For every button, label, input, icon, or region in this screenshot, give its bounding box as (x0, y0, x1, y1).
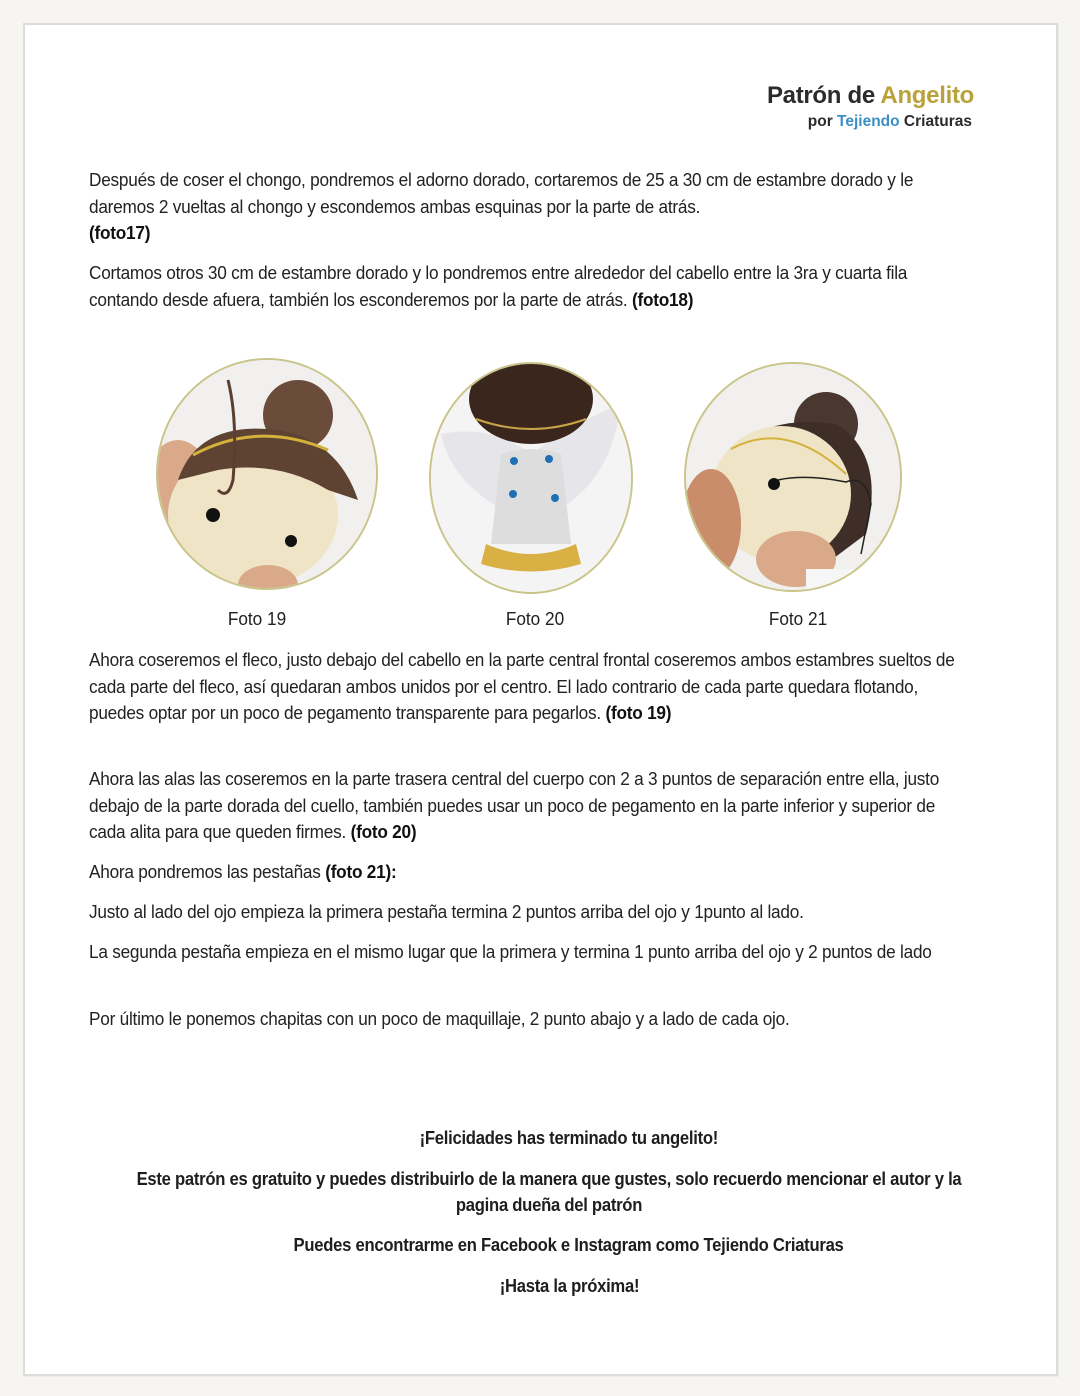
document-page (23, 23, 1058, 1376)
photo-ref: (foto 19) (605, 702, 672, 723)
angel-wings-image (431, 364, 631, 592)
closing-license: Este patrón es gratuito y puedes distribuirlo de la manera que gustes, solo recuerdo mencionar el autor y la pagina dueña del patrón (136, 1168, 962, 1215)
paragraph-wings: Ahora las alas las coseremos en la parte trasera central del cuerpo con 2 a 3 puntos de separación entre ella, justo debajo de la parte dorada del cuello, también puedes usar un poco de pegamento en la parte inferior y superior de cada alita para que queden firmes. (foto 20) (89, 768, 940, 842)
paragraph-hair-band: Cortamos otros 30 cm de estambre dorado y lo pondremos entre alrededor del cabello entre la 3ra y cuarta fila contando desde afuera, también los esconderemos por la parte de atrás. (foto18) (89, 262, 908, 310)
closing-congrats: ¡Felicidades has terminado tu angelito! (419, 1127, 719, 1148)
paragraph-golden-ornament: Después de coser el chongo, pondremos el adorno dorado, cortaremos de 25 a 30 cm de estambre dorado y le daremos 2 vueltas al chongo y escondemos ambas esquinas por la parte de atrás. (foto17) (89, 169, 914, 243)
caption-foto-19: Foto 19 (227, 608, 287, 629)
title-accent: Angelito (880, 82, 974, 109)
photo-19 (156, 358, 378, 590)
photo-20 (429, 362, 633, 594)
paragraph-first-eyelash: Justo al lado del ojo empieza la primera pestaña termina 2 puntos arriba del ojo y 1punto al lado. (89, 901, 804, 922)
paragraph-blush: Por último le ponemos chapitas con un poco de maquillaje, 2 punto abajo y a lado de cada ojo. (89, 1008, 790, 1029)
author-accent: Tejiendo (837, 113, 900, 130)
pattern-title: Patrón de Angelito (766, 82, 974, 109)
doll-head-fringe-image (158, 360, 376, 588)
photo-ref: (foto17) (89, 222, 151, 243)
closing-farewell: ¡Hasta la próxima! (499, 1275, 639, 1296)
doll-eyelashes-image (686, 364, 900, 590)
pattern-author: por Tejiendo Criaturas (807, 113, 972, 130)
paragraph-fringe: Ahora coseremos el fleco, justo debajo del cabello en la parte central frontal coseremos ambos estambres sueltos de cada parte del fleco, así quedaran ambos unidos por el centro. El lado contrario de cada parte quedara flotando, puedes optar por un poco de pegamento transparente para pegarlos. (foto 19) (89, 649, 955, 723)
photo-ref: (foto 21): (325, 861, 397, 882)
photo-ref: (foto18) (632, 288, 694, 310)
paragraph-eyelashes-intro: Ahora pondremos las pestañas (foto 21): (89, 861, 397, 882)
photo-21 (684, 362, 902, 592)
caption-foto-21: Foto 21 (768, 608, 828, 629)
caption-foto-20: Foto 20 (505, 608, 565, 629)
pattern-header (767, 81, 974, 132)
closing-social: Puedes encontrarme en Facebook e Instagram como Tejiendo Criaturas (293, 1234, 844, 1255)
paragraph-second-eyelash: La segunda pestaña empieza en el mismo lugar que la primera y termina 1 punto arriba del ojo y 2 puntos de lado (89, 941, 932, 962)
photo-ref: (foto 20) (350, 821, 417, 842)
